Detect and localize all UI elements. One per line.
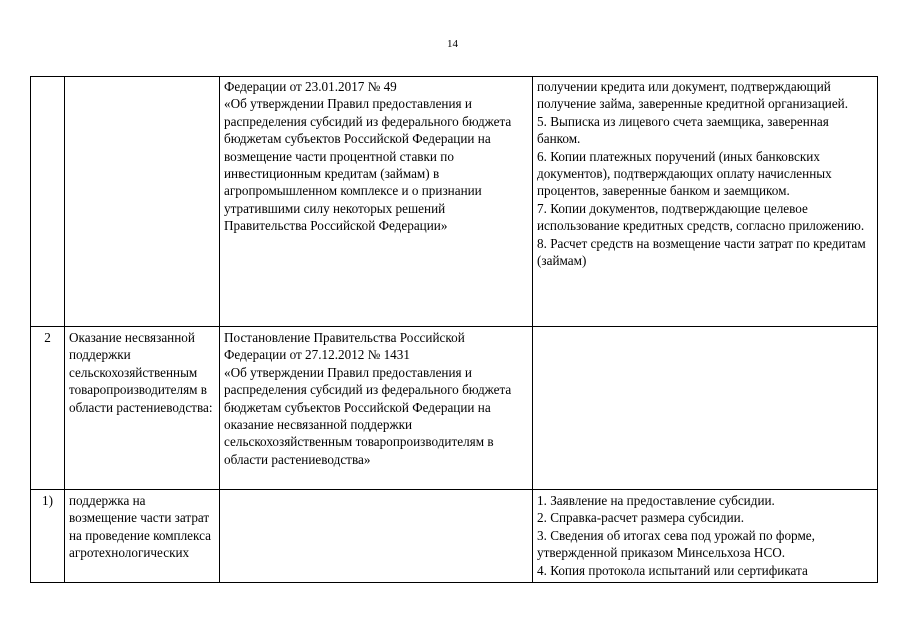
- row-number-cell: 1): [31, 490, 65, 583]
- table-row: [31, 77, 878, 327]
- measure-name-cell: Оказание несвязанной поддержки сельскохозяйственным товаропроизводителям в области растениеводства:: [65, 327, 220, 490]
- documents-cell: 1. Заявление на предоставление субсидии. 2. Справка-расчет размера субсидии. 3. Сведения об итогах сева под урожай по форме, утвержденной приказом Минсельхоза НСО. 4. Копия протокола испытаний или сертификата: [533, 490, 878, 583]
- table-row: [31, 327, 878, 490]
- legal-act-cell: [220, 490, 533, 583]
- documents-cell: [533, 327, 878, 490]
- page-number: 14: [447, 38, 458, 50]
- row-number-cell: [31, 77, 65, 327]
- measure-name-cell: [65, 77, 220, 327]
- legal-act-cell: Постановление Правительства Российской Федерации от 27.12.2012 № 1431 «Об утверждении Правил предоставления и распределения субсидий из федерального бюджета бюджетам субъектов Российской Федерации на оказание несвязанной поддержки сельскохозяйственным товаропроизводителям в области растениеводства»: [220, 327, 533, 490]
- table-row: [31, 490, 878, 583]
- row-number-cell: 2: [31, 327, 65, 490]
- measures-table: [30, 76, 878, 583]
- measure-name-cell: поддержка на возмещение части затрат на проведение комплекса агротехнологических: [65, 490, 220, 583]
- documents-cell: получении кредита или документ, подтверждающий получение займа, заверенные кредитной организацией. 5. Выписка из лицевого счета заемщика, заверенная банком. 6. Копии платежных поручений (иных банковских документов), подтверждающих оплату начисленных процентов, заверенные банком и заемщиком. 7. Копии документов, подтверждающие целевое использование кредитных средств, согласно приложению. 8. Расчет средств на возмещение части затрат по кредитам (займам): [533, 77, 878, 327]
- legal-act-cell: Федерации от 23.01.2017 № 49 «Об утверждении Правил предоставления и распределения субсидий из федерального бюджета бюджетам субъектов Российской Федерации на возмещение части процентной ставки по инвестиционным кредитам (займам) в агропромышленном комплексе и о признании утратившими силу некоторых решений Правительства Российской Федерации»: [220, 77, 533, 327]
